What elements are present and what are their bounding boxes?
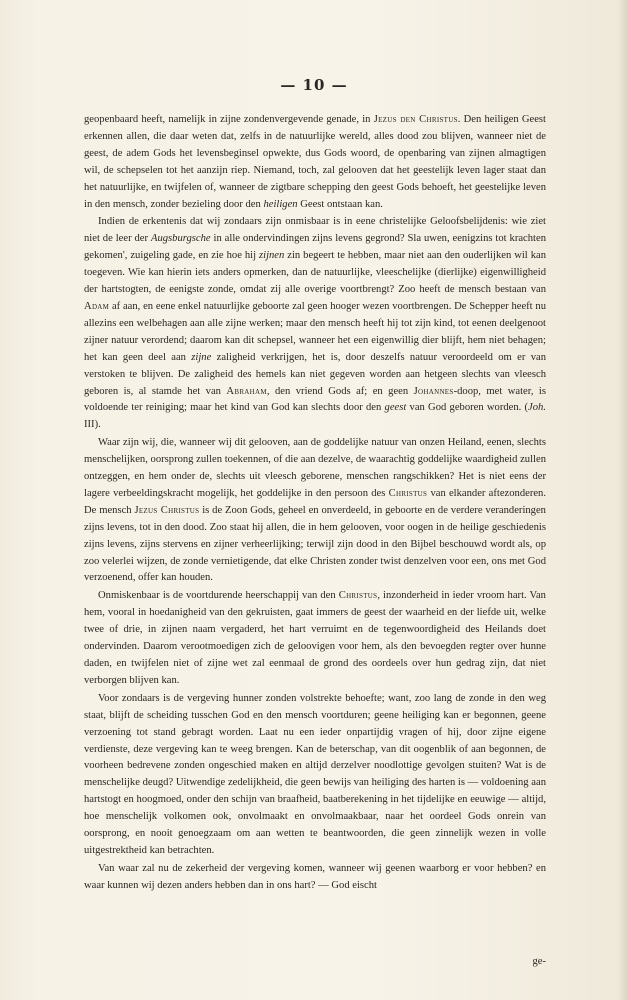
body-text	[84, 112, 546, 896]
small-caps-name: Christus	[388, 487, 428, 499]
paragraph	[84, 861, 546, 895]
small-caps-name: Abraham	[226, 385, 267, 397]
paragraph	[84, 588, 546, 689]
small-caps-name: Jezus den Christus	[373, 114, 458, 125]
text-run: zaligheid verkrijgen, het is, door deszelfs natuur veroordeeld om er van verstoken te blijven. De zaligheid des hemels kan niet gegeven worden aan hetgeen slechts van vleesch geboren is, al stamde het van	[84, 351, 546, 397]
text-run: Van waar zal nu de zekerheid der vergeving komen, wanneer wij geenen waarborg er voor hebben? en waar kunnen wij dezen anders hebben dan in ons hart? — God eischt	[84, 862, 546, 891]
italic-text: geest	[384, 402, 407, 414]
page-edge-shadow	[618, 0, 628, 1000]
text-run: Geest ontstaan kan.	[297, 198, 383, 210]
italic-text: zijnen	[259, 250, 285, 262]
text-run: van elkander aftezonderen. De mensch	[84, 487, 546, 516]
paragraph	[84, 112, 546, 213]
text-run: Voor zondaars is de vergeving hunner zonden volstrekte behoefte; want, zoo lang de zonde in den weg staat, blijft de scheiding tusschen God en den mensch voortduren; geene heiliging kan er begonnen, geene verzoening tot stand gebragt worden. Laat nu een ieder onpartijdig vragen of hij, door zijne eigene verdienste, deze vergeving kan te weeg brengen. Kan de beterschap, van dit oogenblik of aan begonnen, de voorheen bedrevene zonden ongeschied maken en altijd derzelver noodlottige gevolgen stuiten? Wat is de menschelijke deugd? Uitwendige zedelijkheid, die geen bewijs van heiliging des harten is — voldoening aan hartstogt en hoogmoed, onder den schijn van braafheid, baatberekening in het tijdelijke en eeuwige — altijd, hoe menschelijk volkomen ook, onvolmaakt en onvolmaakbaar, naar het oordeel Gods onrein van oorsprong, en nooit genoegzaam om aan wetten te beantwoorden, die geen zinnelijk wezen in volle uitgestrektheid kan betrachten.	[84, 692, 546, 856]
paragraph	[84, 435, 546, 587]
text-run: Indien de erkentenis dat wij zondaars zijn onmisbaar is in eene christelijke Geloofsbelijdenis: wie ziet niet de leer der	[84, 216, 546, 245]
paragraph	[84, 214, 546, 434]
page-number: — 10 —	[280, 76, 348, 94]
italic-text: Joh.	[528, 402, 546, 414]
text-run: Onmiskenbaar is de voortdurende heerschappij van den	[98, 590, 339, 602]
text-run: van God geboren worden. (	[406, 402, 529, 414]
text-run: af aan, en eene enkel natuurlijke geboorte zal geen hooger wezen voortbrengen. De Schepper heeft nu allezins een welbehagen aan alle zijne werken; maar den mensch heeft hij tot zijn kind, tot eenen deelgenoot zijner natuur verordend; daarom kan dit schepsel, wanneer het een eigenwillig dier blijft, hem niet behagen; het kan geen deel aan	[84, 300, 546, 363]
small-caps-name: Adam	[84, 300, 110, 312]
text-run: -doop, met water, is voldoende ter reiniging; maar het kind van God kan slechts door den	[84, 385, 546, 414]
italic-text: zijne	[191, 351, 212, 363]
text-run: , inzonderheid in ieder vroom hart. Van hem, vooral in hoedanigheid van den gekruisten, gaat immers de geest der waarheid en der liefde uit, welke twee of drie, in zijnen naam vergaderd, het hart verruimt en de tegenwoordigheid des Heilands doet ondervinden. Daarom verootmoedigen zich de geloovigen voor hem, als den bevoegden regter over hunne daden, en twijfelen niet of zijne wet zal eenmaal de grond des oordeels over hun gedrag zijn, dat niet verborgen blijven kan.	[84, 590, 546, 686]
text-run: III).	[84, 419, 101, 431]
text-run: in alle ondervindingen zijns levens gegrond? Sla uwen, eenigzins tot krachten gekomen', zuigeling gade, en zie hoe hij	[84, 233, 546, 262]
paragraph	[84, 691, 546, 860]
small-caps-name: Jezus Christus	[134, 504, 200, 516]
text-run: geopenbaard heeft, namelijk in zijne zondenvergevende genade, in	[84, 114, 374, 125]
italic-text: heiligen	[263, 198, 298, 210]
catchword: ge-	[532, 956, 546, 967]
text-run: Waar zijn wij, die, wanneer wij dit gelooven, aan de goddelijke natuur van onzen Heiland, eenen, slechts menschelijken, oorsprong zullen toekennen, of die aan dezelve, de waarachtig goddelijke waardigheid zullen ontzeggen, en hem onder de, slechts uit vleesch geborene, menschen rangschikken? Het is niet eens der lagere verbeeldingskracht mogelijk, het goddelijke in den persoon des	[84, 437, 546, 499]
italic-text: Augsburgsche	[150, 233, 211, 245]
text-run: zin begeert te hebben, maar niet aan den ouderlijken wil kan toegeven. Wie kan hierin iets anders opmerken, dan de natuurlijke, vleeschelijke (dierlijke) eigenwilligheid der hartstogten, de eenigste zonde, omdat zij alle overige voortbrengt? Zoo heeft de mensch bestaan van	[84, 250, 546, 296]
text-run: , den vriend Gods af; en geen	[266, 385, 414, 397]
small-caps-name: Christus	[338, 590, 378, 602]
text-run: . Den heiligen Geest erkennen allen, die daar weten dat, zelfs in de natuurlijke wereld, alles dood zou blijven, wanneer niet de geest, de adem Gods het levensbeginsel opwekte, dus Gods woord, de openbaring van zijnen almagtigen wil, de schepselen tot het aanzijn riep. Niemand, toch, zal gelooven dat het geestelijk leven lager staat dan het natuurlijke, en twijfelen of, wanneer de zigtbare schepping den geest Gods behoeft, het geestelijke leven in den mensch, zonder bezieling door den	[84, 114, 546, 210]
text-run: is de Zoon Gods, geheel en onverdeeld, in geboorte en de verdere veranderingen zijns levens, tot in den dood. Zoo staat hij allen, die in hem gelooven, voor oogen in de heilige geschiedenis zijns levens, zijns stervens en zijner verheerlijking; terwijl zijn dood in den Bijbel beschouwd wordt als, op zoo velerlei wijzen, de zonde vernietigende, dat elke Christen zonder twist denzelven voor een, ons met God verzoenend, offer kan houden.	[84, 504, 546, 584]
small-caps-name: Johannes	[413, 385, 454, 397]
